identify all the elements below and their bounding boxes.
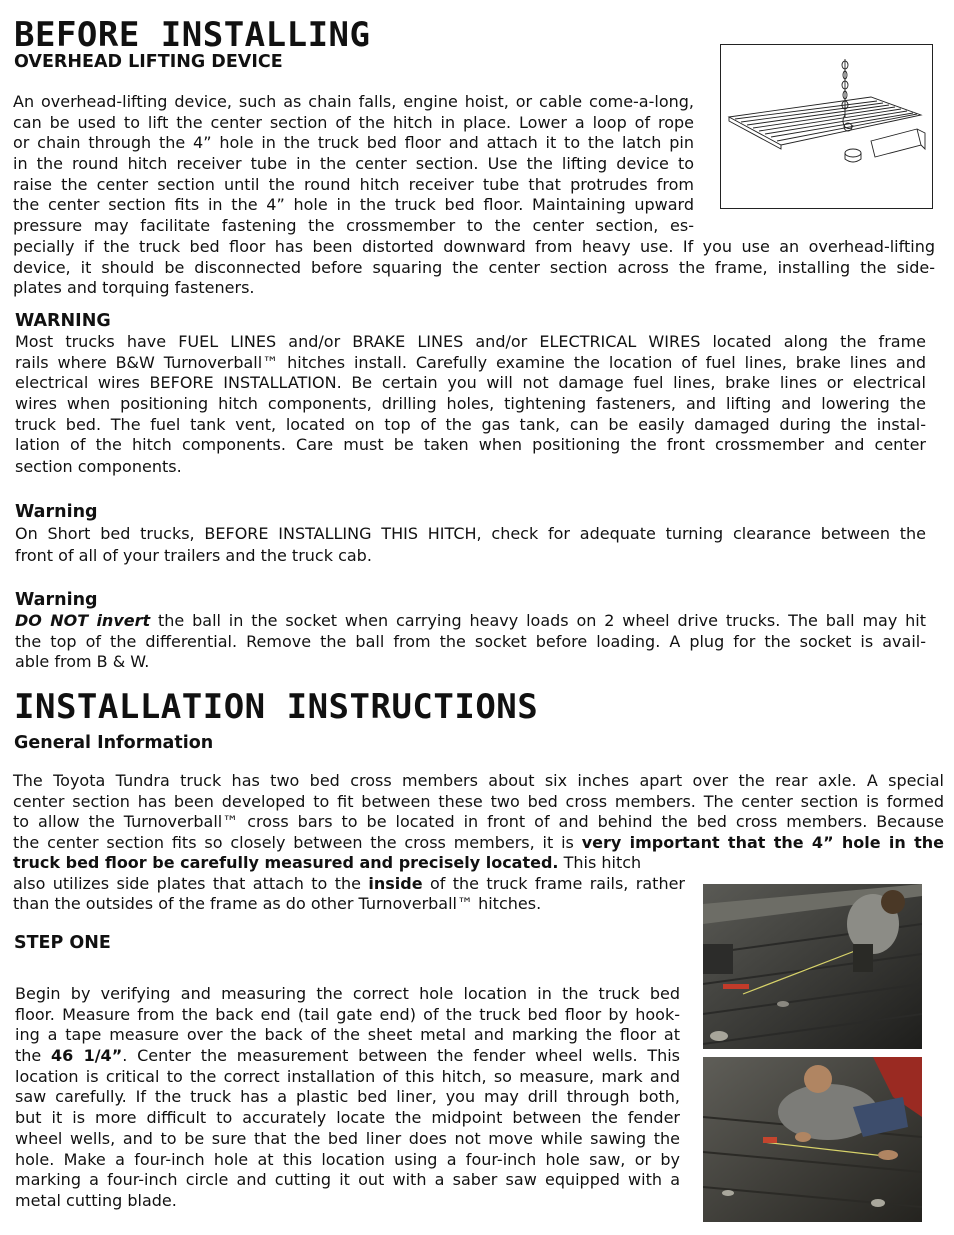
warning-paragraph (15, 332, 926, 478)
text-line (15, 611, 926, 632)
text-fragment: of the truck frame rails, rather (422, 873, 685, 893)
text-line: electrical wires BEFORE INSTALLATION. Be certain you will not damage fuel lines, brake lines or electrical (15, 373, 926, 393)
text-line: device, it should be disconnected before squaring the center section across the frame, installing the side- (13, 257, 935, 277)
text-line: wheel wells, and to be sure that the bed liner does not move while sawing the (15, 1128, 680, 1148)
warning-short-bed-paragraph (15, 523, 926, 567)
text-line: front of all of your trailers and the truck cab. (15, 546, 372, 565)
measurement-emphasis: 46 1/4” (51, 1046, 123, 1066)
text-line: center section has been developed to fit between these two bed cross members. The center section is formed (13, 791, 944, 811)
hoist-diagram-drawing (721, 45, 932, 208)
text-fragment: the (15, 1046, 52, 1066)
text-line: than the outsides of the frame as do other Turnoverball™ hitches. (13, 894, 542, 914)
text-line: to allow the Turnoverball™ cross bars to be located in front of and behind the bed cross members. Because (13, 812, 944, 832)
warning-heading: WARNING (15, 311, 111, 331)
text-line: rails where B&W Turnoverball™ hitches install. Carefully examine the location of fuel lines, brake lines and (15, 352, 926, 372)
text-line: pecially if the truck bed floor has been distorted downward from heavy use. If you use an overhead-lifting (13, 237, 935, 256)
warning-short-bed-heading: Warning (15, 502, 98, 522)
text-line: or chain through the 4” hole in the truck bed floor and attach it to the latch pin (13, 133, 694, 153)
important-emphasis: very important that the 4” hole in the (581, 833, 945, 853)
text-line: the center section fits in the 4” hole in the truck bed floor. Maintaining upward (13, 195, 694, 215)
page-title: BEFORE INSTALLING (14, 15, 371, 55)
text-line: Begin by verifying and measuring the correct hole location in the truck bed (15, 984, 680, 1003)
text-fragment: the ball in the socket when carrying heavy loads on 2 wheel drive trucks. The ball may hit (150, 611, 927, 630)
truck-bed-photo-1-image (703, 884, 922, 1049)
text-line: The Toyota Tundra truck has two bed cross members about six inches apart over the rear axle. A special (13, 771, 944, 790)
text-line: can be used to lift the center section of the hitch in place. Lower a loop of rope (13, 112, 694, 132)
text-line: raise the center section until the round hitch receiver tube that protrudes from (13, 174, 694, 194)
text-line: On Short bed trucks, BEFORE INSTALLING THIS HITCH, check for adequate turning clearance between the (15, 524, 926, 543)
text-line: able from B & W. (15, 652, 150, 672)
text-line: section components. (15, 457, 182, 477)
text-fragment: the center section fits so closely between the cross members, it is (13, 833, 582, 853)
text-line: An overhead-lifting device, such as chain falls, engine hoist, or cable come-a-long, (13, 92, 694, 111)
overhead-paragraph-bottom (13, 237, 935, 299)
text-line (15, 1046, 680, 1067)
text-line: location is critical to the correct installation of this hitch, so measure, mark and (15, 1066, 680, 1086)
text-line: marking a four-inch circle and cutting it out with a saber saw equipped with a (15, 1170, 680, 1190)
text-line (13, 874, 685, 895)
text-line: hole. Make a four-inch hole at this location using a four-inch hole saw, or by (15, 1149, 680, 1169)
text-line: wires when positioning hitch components, drilling holes, tightening fasteners, and lifting and lowering the (15, 394, 926, 414)
text-fragment: This hitch (558, 853, 642, 872)
text-line: but it is more difficult to accurately locate the midpoint between the fender (15, 1108, 680, 1128)
text-line: in the round hitch receiver tube in the center section. Use the lifting device to (13, 154, 694, 174)
truck-bed-photo-2-image (703, 1057, 922, 1222)
text-line: lation of the hitch components. Care must be taken when positioning the front crossmember and center (15, 435, 926, 455)
general-information-paragraph (13, 771, 944, 854)
text-line (13, 833, 944, 854)
do-not-invert-emphasis: DO NOT invert (15, 611, 151, 630)
text-line: ing a tape measure over the back of the sheet metal and marking the floor at (15, 1025, 680, 1045)
text-line: floor. Measure from the back end (tail gate end) of the truck bed floor by hook- (15, 1004, 680, 1024)
text-line: truck bed. The fuel tank vent, located on top of the gas tank, can be easily damaged during the instal- (15, 414, 926, 434)
text-line: Most trucks have FUEL LINES and/or BRAKE LINES and/or ELECTRICAL WIRES located along the frame (15, 332, 926, 351)
step-one-heading: STEP ONE (14, 933, 111, 953)
text-line: the top of the differential. Remove the ball from the socket before loading. A plug for the socket is avail- (15, 631, 926, 651)
important-emphasis-cont: truck bed floor be carefully measured and precisely located. (13, 853, 559, 872)
text-fragment: also utilizes side plates that attach to the (13, 873, 369, 893)
warning-invert-paragraph (15, 611, 926, 673)
overhead-paragraph-top (13, 92, 694, 237)
general-information-heading: General Information (14, 733, 214, 753)
truck-bed-photo-1 (703, 884, 922, 1049)
text-line: plates and torquing fasteners. (13, 278, 255, 298)
text-fragment: . Center the measurement between the fender wheel wells. This (122, 1046, 681, 1066)
section-subtitle-overhead: OVERHEAD LIFTING DEVICE (14, 52, 283, 72)
inside-emphasis: inside (368, 873, 423, 893)
installation-title: INSTALLATION INSTRUCTIONS (14, 687, 539, 727)
general-information-paragraph-cont (13, 853, 685, 915)
hoist-diagram (720, 44, 933, 209)
text-line: pressure may facilitate fastening the crossmember to the center section, es- (13, 216, 694, 236)
step-one-paragraph (15, 984, 680, 1212)
warning-invert-heading: Warning (15, 590, 98, 610)
text-line (13, 853, 685, 874)
text-line: metal cutting blade. (15, 1190, 177, 1210)
text-line: saw carefully. If the truck has a plastic bed liner, you may drill through both, (15, 1087, 680, 1107)
truck-bed-photo-2 (703, 1057, 922, 1222)
